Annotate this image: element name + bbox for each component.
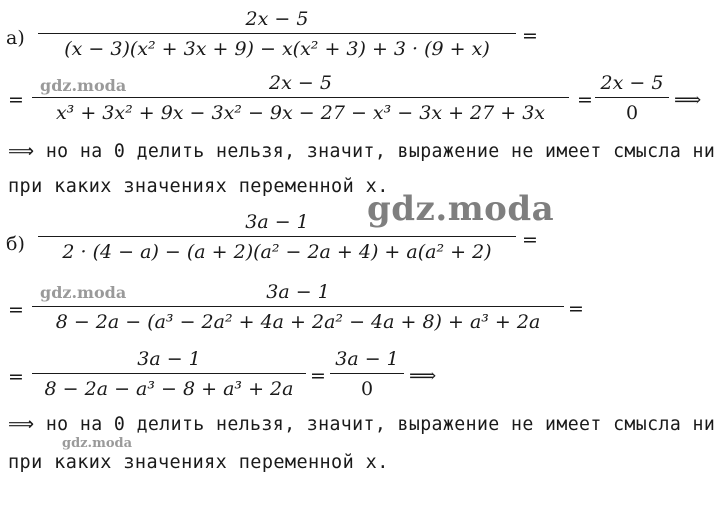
fraction-a2-denominator: x³ + 3x² + 9x − 3x² − 9x − 27 − x³ − 3x + 27 + 3x: [55, 102, 546, 124]
equals-sign: =: [8, 89, 24, 111]
watermark: gdz.moda: [367, 189, 555, 229]
fraction-a2-numerator: 2x − 5: [269, 72, 332, 94]
equals-sign: =: [8, 299, 24, 321]
fraction-b2-numerator: 3a − 1: [266, 281, 330, 303]
fraction-b1-numerator: 3a − 1: [245, 211, 309, 233]
conclusion-b-line1: ⟹ но на 0 делить нельзя, значит, выражение не имеет смысла ни: [8, 414, 716, 435]
conclusion-a-line2: при каких значениях переменной x.: [8, 176, 389, 197]
equals-sign: =: [568, 298, 584, 320]
equals-sign: =: [577, 89, 593, 111]
part-a-label: а): [6, 27, 25, 49]
equals-sign: =: [522, 25, 538, 47]
equals-sign: =: [310, 365, 326, 387]
fraction-a3: [595, 72, 669, 124]
equals-sign: =: [8, 366, 24, 388]
implies-arrow: ⟹: [409, 365, 437, 387]
fraction-b1: [38, 211, 516, 263]
fraction-a1-bar: [38, 33, 516, 34]
fraction-b4-numerator: 3a − 1: [335, 348, 399, 370]
fraction-a1-numerator: 2x − 5: [245, 8, 309, 30]
fraction-a3-bar: [595, 97, 669, 98]
part-b-label: б): [6, 233, 25, 255]
watermark: gdz.moda: [62, 436, 133, 451]
watermark: gdz.moda: [40, 283, 127, 302]
fraction-a2-bar: [32, 97, 569, 98]
fraction-b2-denominator: 8 − 2a − (a³ − 2a² + 4a + 2a² − 4a + 8) + a³ + 2a: [55, 311, 541, 333]
fraction-a3-numerator: 2x − 5: [600, 72, 664, 94]
fraction-b4-bar: [330, 373, 404, 374]
fraction-a3-denominator: 0: [625, 102, 639, 124]
fraction-b3: [32, 348, 306, 400]
conclusion-b-line2: при каких значениях переменной x.: [8, 452, 389, 473]
fraction-b1-denominator: 2 · (4 − a) − (a + 2)(a² − 2a + 4) + a(a² + 2): [62, 241, 492, 263]
fraction-b4-denominator: 0: [360, 378, 374, 400]
fraction-b3-denominator: 8 − 2a − a³ − 8 + a³ + 2a: [44, 378, 294, 400]
fraction-b1-bar: [38, 236, 516, 237]
equals-sign: =: [522, 229, 538, 251]
fraction-b3-bar: [32, 373, 306, 374]
fraction-a1-denominator: (x − 3)(x² + 3x + 9) − x(x² + 3) + 3 · (9 + x): [64, 38, 490, 60]
watermark: gdz.moda: [40, 76, 127, 95]
fraction-b2-bar: [32, 306, 564, 307]
fraction-a1: [38, 8, 516, 60]
fraction-b4: [330, 348, 404, 400]
conclusion-a-line1: ⟹ но на 0 делить нельзя, значит, выражение не имеет смысла ни: [8, 141, 716, 162]
implies-arrow: ⟹: [674, 89, 702, 111]
fraction-b3-numerator: 3a − 1: [137, 348, 201, 370]
